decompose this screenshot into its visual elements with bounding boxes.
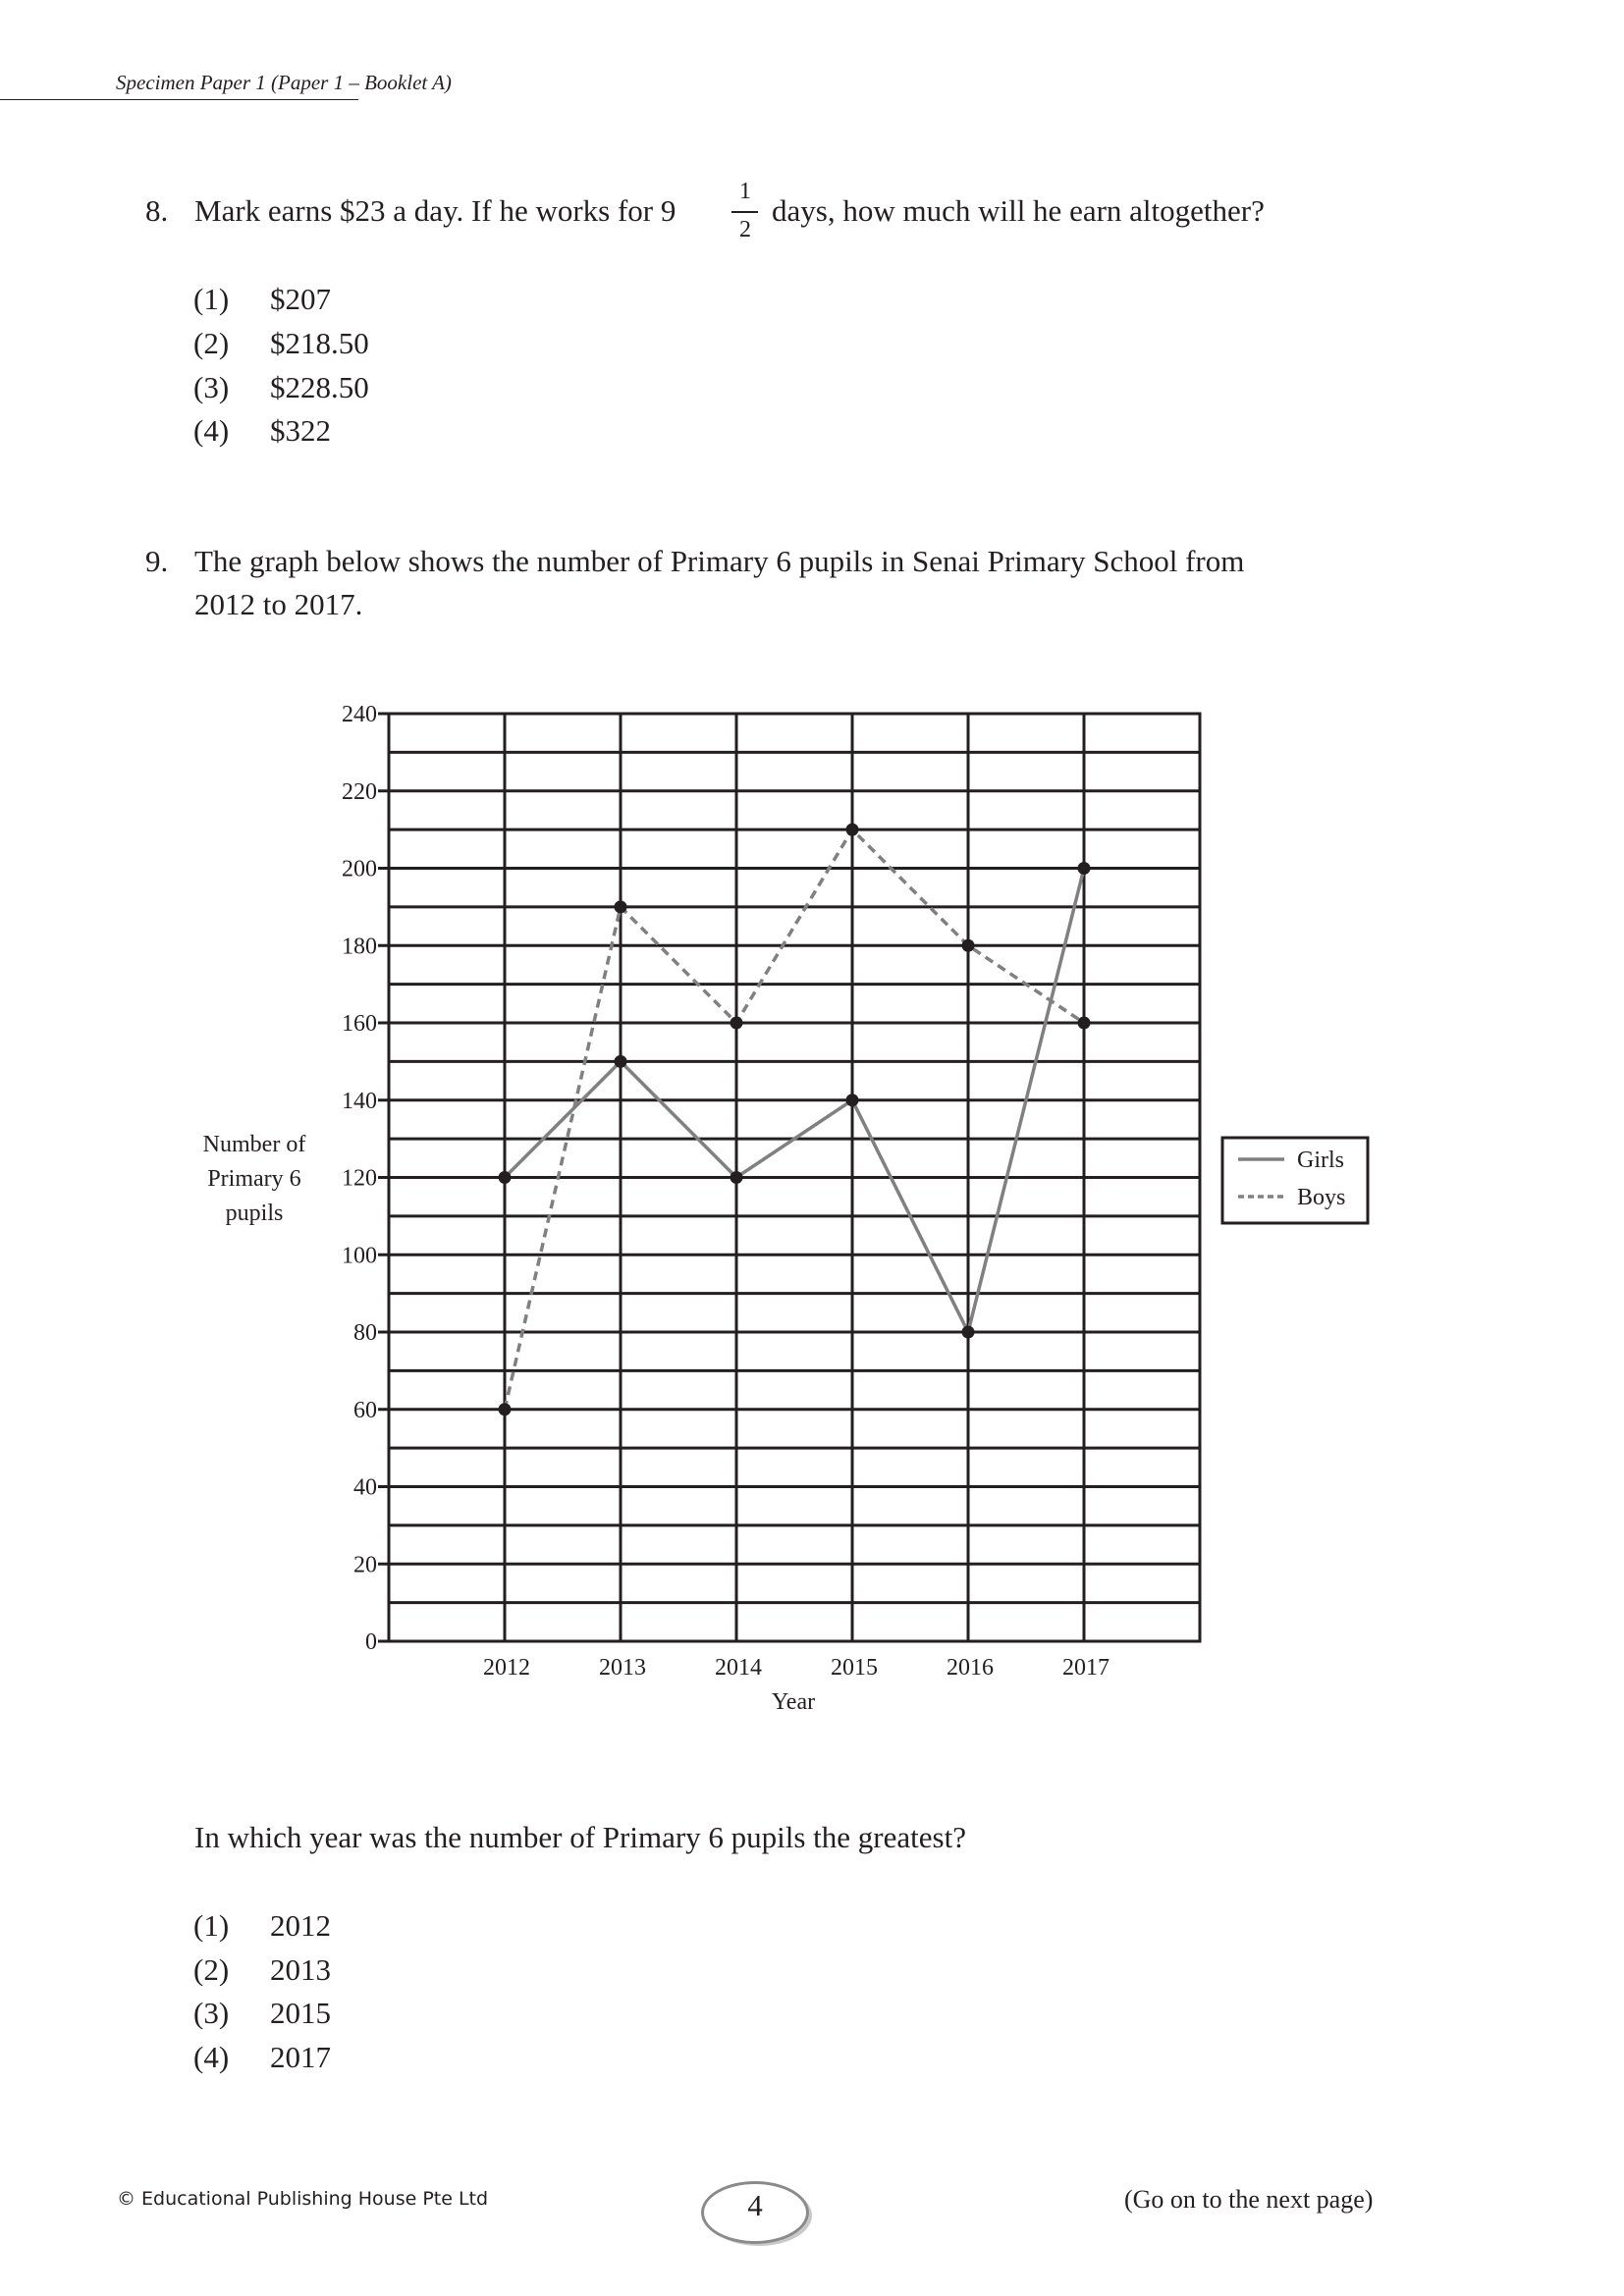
data-point-boys [846,824,859,836]
y-tick-label: 100 [342,1243,377,1269]
y-tick-label: 160 [342,1011,377,1037]
series-line-boys [505,829,1084,1410]
option-label: (1) [193,1908,230,1943]
x-tick-label: 2014 [715,1655,762,1681]
data-point-girls [846,1094,859,1106]
option-label: (4) [193,413,230,448]
question-9-text-line2: 2012 to 2017. [194,587,363,621]
x-tick-label: 2013 [599,1655,646,1681]
x-tick-label: 2015 [831,1655,878,1681]
y-axis-ticks [342,702,389,1655]
option-value: 2017 [270,2040,331,2074]
option-value: 2012 [270,1908,331,1943]
data-point-girls [1078,862,1091,875]
y-tick-label: 220 [342,778,377,805]
y-tick-label: 60 [353,1397,377,1423]
y-tick-label: 200 [342,856,377,882]
option-label: (2) [193,1952,230,1987]
question-9-prompt: In which year was the number of Primary 6 pupils the greatest? [194,1820,966,1854]
option-label: (3) [193,370,230,404]
running-header: Specimen Paper 1 (Paper 1 – Booklet A) [116,71,452,94]
y-axis-title-line: Number of [202,1132,306,1157]
data-point-boys [615,900,627,913]
x-tick-label: 2017 [1062,1655,1110,1681]
x-tick-label: 2016 [947,1655,994,1681]
question-9-text-line1: The graph below shows the number of Primary 6 pupils in Senai Primary School from [194,544,1245,578]
y-tick-label: 180 [342,934,377,960]
option-value: $322 [270,413,331,448]
y-tick-label: 0 [365,1629,377,1655]
data-point-boys [731,1017,743,1030]
option-value: $218.50 [270,326,369,360]
option-label: (4) [193,2040,230,2074]
y-tick-label: 40 [353,1474,377,1501]
y-tick-label: 240 [342,702,377,727]
option-label: (2) [193,326,230,360]
data-point-girls [499,1171,512,1184]
page-number: 4 [747,2188,763,2222]
option-value: 2013 [270,1952,331,1987]
legend-boys-label: Boys [1297,1185,1346,1210]
x-tick-label: 2012 [483,1655,530,1681]
y-tick-label: 80 [353,1320,377,1346]
data-point-girls [615,1055,627,1068]
y-tick-label: 140 [342,1088,377,1114]
option-value: $228.50 [270,370,369,404]
y-axis-title-line: Primary 6 [207,1166,301,1192]
y-axis-title-line: pupils [225,1201,284,1226]
y-tick-label: 120 [342,1165,377,1192]
legend-girls-label: Girls [1297,1148,1344,1173]
data-point-boys [1078,1017,1091,1030]
data-point-girls [731,1171,743,1184]
chart-series [499,824,1091,1416]
x-axis-labels [483,1655,1110,1681]
data-point-boys [962,939,975,952]
option-label: (3) [193,1996,230,2030]
copyright-notice: © Educational Publishing House Pte Ltd [117,2188,489,2210]
data-point-girls [962,1326,975,1339]
question-8-text-after: days, how much will he earn altogether? [772,193,1265,228]
y-axis-title [203,1132,306,1226]
question-8-text-before: Mark earns $23 a day. If he works for 9 [194,193,677,228]
fraction-numerator: 1 [739,179,751,204]
question-9-number: 9. [145,544,169,578]
option-value: 2015 [270,1996,331,2030]
fraction-denominator: 2 [739,217,751,242]
legend-box [1222,1138,1368,1223]
data-point-boys [499,1403,512,1415]
option-label: (1) [193,282,230,316]
question-8-number: 8. [145,193,169,228]
legend [1222,1138,1368,1223]
option-value: $207 [270,282,331,316]
x-axis-title: Year [771,1689,816,1715]
next-page-note: (Go on to the next page) [1124,2185,1374,2214]
y-tick-label: 20 [353,1552,377,1578]
